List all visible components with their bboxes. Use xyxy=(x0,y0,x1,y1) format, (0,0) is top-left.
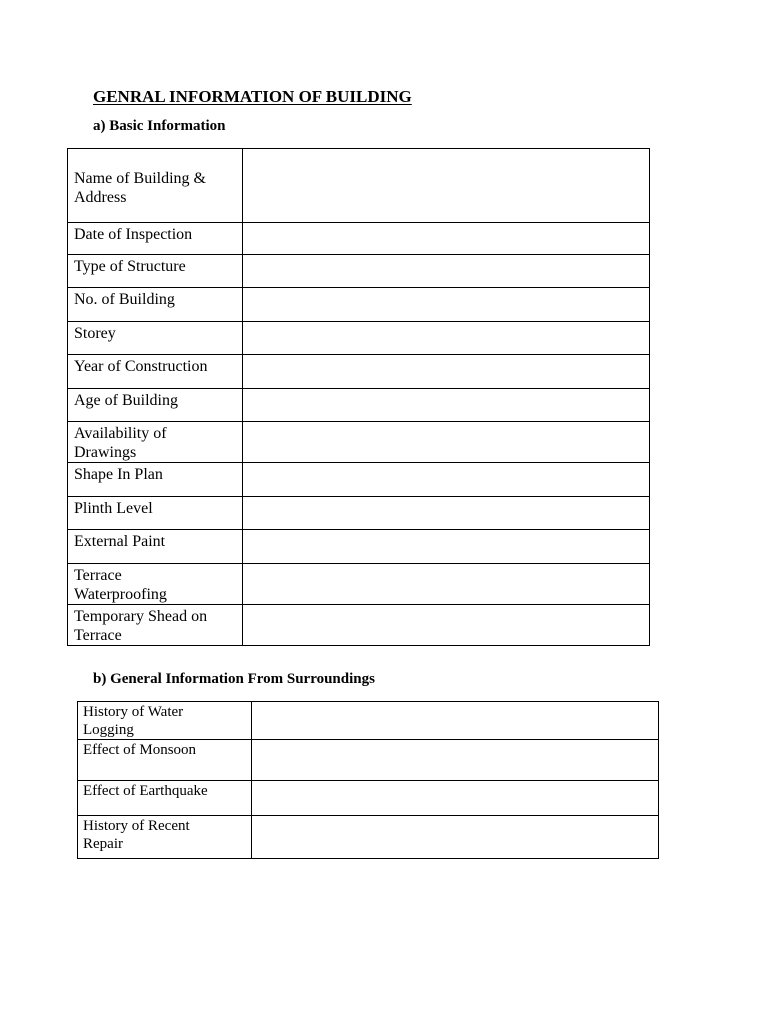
row-label-cell xyxy=(68,530,243,564)
row-value-field[interactable] xyxy=(243,422,650,463)
row-label-cell xyxy=(68,422,243,463)
row-label-cell xyxy=(68,288,243,322)
row-label: Effect of Monsoon xyxy=(83,742,197,758)
row-label-cell xyxy=(68,389,243,422)
table-row xyxy=(68,605,650,646)
table-row xyxy=(68,288,650,322)
table-row xyxy=(68,322,650,355)
row-value-field[interactable] xyxy=(243,605,650,646)
row-label: Terrace Waterproofing xyxy=(74,567,167,603)
row-label: Storey xyxy=(74,325,116,342)
row-value-field[interactable] xyxy=(252,781,659,816)
table-row xyxy=(68,530,650,564)
table-row xyxy=(68,389,650,422)
row-label: Type of Structure xyxy=(74,258,186,275)
row-label: Plinth Level xyxy=(74,500,153,517)
row-label-cell xyxy=(68,605,243,646)
row-label-cell xyxy=(68,564,243,605)
row-label: Shape In Plan xyxy=(74,466,163,483)
row-label: History of Water Logging xyxy=(83,704,184,738)
row-value-field[interactable] xyxy=(252,816,659,859)
row-value-field[interactable] xyxy=(243,497,650,530)
table-row xyxy=(68,223,650,255)
row-value-field[interactable] xyxy=(243,389,650,422)
row-value-field[interactable] xyxy=(243,355,650,389)
row-value-field[interactable] xyxy=(243,463,650,497)
surroundings-information-table xyxy=(77,701,659,859)
row-label: History of Recent Repair xyxy=(83,818,190,852)
row-label: Temporary Shead on Terrace xyxy=(74,608,208,644)
row-value-field[interactable] xyxy=(243,149,650,223)
row-value-field[interactable] xyxy=(243,564,650,605)
row-label: Name of Building & Address xyxy=(74,170,206,206)
row-label-cell xyxy=(68,497,243,530)
row-label-cell xyxy=(68,149,243,223)
row-label-cell xyxy=(78,740,252,781)
row-label: External Paint xyxy=(74,533,166,550)
row-label: No. of Building xyxy=(74,291,175,308)
row-value-field[interactable] xyxy=(252,740,659,781)
table-row xyxy=(68,149,650,223)
table-row xyxy=(78,781,659,816)
row-label: Year of Construction xyxy=(74,358,208,375)
row-label: Availability of Drawings xyxy=(74,425,167,461)
section-heading-basic-information: a) Basic Information xyxy=(93,118,226,134)
row-label-cell xyxy=(78,781,252,816)
row-label: Date of Inspection xyxy=(74,226,193,243)
table-row xyxy=(78,816,659,859)
table-row xyxy=(68,564,650,605)
section-heading-surroundings: b) General Information From Surroundings xyxy=(93,671,375,687)
table-row xyxy=(68,255,650,288)
row-label: Effect of Earthquake xyxy=(83,783,208,799)
table-row xyxy=(68,463,650,497)
row-value-field[interactable] xyxy=(243,322,650,355)
row-label-cell xyxy=(78,816,252,859)
row-label-cell xyxy=(68,463,243,497)
row-label: Age of Building xyxy=(74,392,178,409)
document-title: GENRAL INFORMATION OF BUILDING xyxy=(93,87,412,106)
row-label-cell xyxy=(68,223,243,255)
table-row xyxy=(68,422,650,463)
basic-information-table xyxy=(67,148,650,646)
table-row xyxy=(78,740,659,781)
table-row xyxy=(68,497,650,530)
table-row xyxy=(68,355,650,389)
row-label-cell xyxy=(68,255,243,288)
row-value-field[interactable] xyxy=(252,702,659,740)
row-label-cell xyxy=(68,322,243,355)
row-label-cell xyxy=(78,702,252,740)
row-value-field[interactable] xyxy=(243,223,650,255)
row-value-field[interactable] xyxy=(243,530,650,564)
row-value-field[interactable] xyxy=(243,288,650,322)
table-row xyxy=(78,702,659,740)
row-value-field[interactable] xyxy=(243,255,650,288)
row-label-cell xyxy=(68,355,243,389)
